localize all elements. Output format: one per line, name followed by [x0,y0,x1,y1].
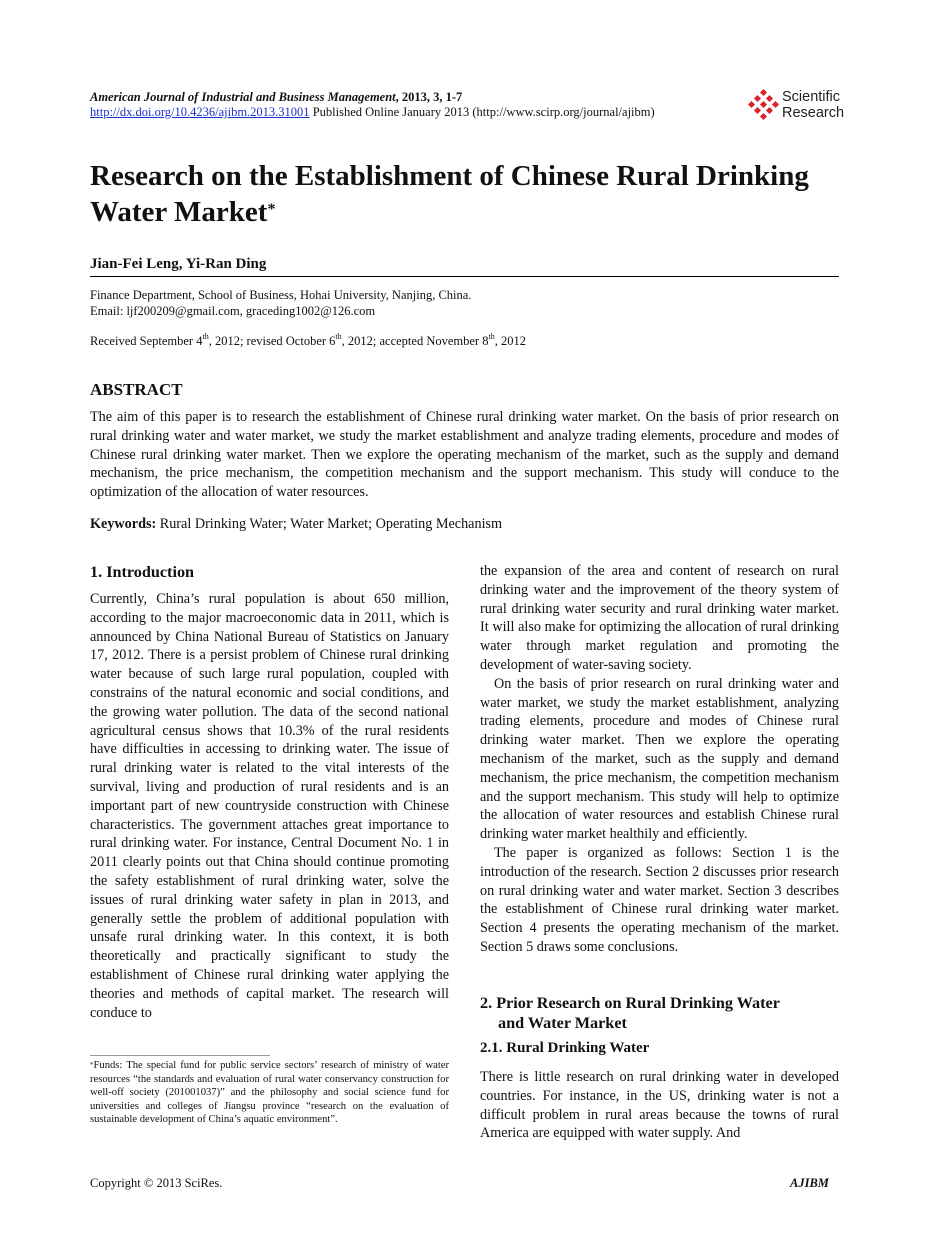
abstract-heading: ABSTRACT [90,380,183,399]
scientific-research-logo [748,89,848,125]
author-rule [90,276,839,277]
logo-text [782,89,844,121]
footnote-text: Funds: The special fund for public service sectors’ research of ministry of water resources “the standards and evaluation of rural water conservancy construction for well-off society (201001037)” and the philosophy and social science fund for universities and colleges of Jiangsu province “research on the evaluation of sustainable development of China’s aquatic environment”. [90,1060,449,1125]
organization-paragraph: The paper is organized as follows: Section 1 is the introduction of the research. Section 2 discusses prior research on rural drinking water and water market. Section 3 describes the establishment of Chinese rural drinking water market. Section 4 presents the operating mechanism of the market. Section 5 draws some conclusions. [480,844,839,955]
authors: Jian-Fei Leng, Yi-Ran Ding [90,256,267,272]
section1-body [90,590,449,1022]
footer-journal-abbr: AJIBM [790,1176,829,1190]
copyright: Copyright © 2013 SciRes. [90,1176,223,1190]
section2-heading [480,993,839,1033]
year-text: , 2012 [494,334,526,348]
section2-paragraph: There is little research on rural drinking water in developed countries. For instance, in the US, drinking water is not a difficult problem in rural areas because the towns of rural America are equipped with water supply. And [480,1069,839,1142]
journal-name: American Journal of Industrial and Business Management [90,90,396,104]
paper-title-text: Research on the Establishment of Chinese Rural Drinking Water Market [90,160,809,228]
affiliation-department: Finance Department, School of Business, Hohai University, Nanjing, China. [90,288,472,302]
keywords-text: Rural Drinking Water; Water Market; Operating Mechanism [156,516,503,532]
footnote [90,1059,449,1127]
right-column-body [480,562,839,957]
received-dates [90,334,526,349]
logo-line1: Scientific [782,89,841,105]
keywords [90,516,502,533]
revised-text: , 2012; revised October 6 [208,334,336,348]
continuation-paragraph: the expansion of the area and content of research on rural drinking water and the improvement of the theory system of rural drinking water security and rural drinking water market. It will also make for optimizing the allocation of rural drinking water through market regulation and promoting the development of water-saving society. [480,563,839,673]
published-online: Published Online January 2013 (http://www.scirp.org/journal/ajibm) [309,105,655,119]
section1-paragraph: Currently, China’s rural population is about 650 million, according to the major macroeconomic data in 2011, which is announced by China National Bureau of Statistics on January 17, 2012. There is a persist problem of Chinese rural drinking water because of such large rural population, coupled with constrains of the natural economic and social conditions, and the growing water pollution. The data of the second national agricultural census shows that 10.3% of the rural residents have difficulties in accessing to drinking water. The issue of rural drinking water is related to the vital interests of the survival, living and production of rural residents and is an important part of new countryside construction with Chinese characteristics. The government attaches great importance to rural drinking water. For instance, Central Document No. 1 in 2011 clearly points out that China should continue promoting the safety establishment of rural drinking water, solve the issues of rural drinking water safety in plan in 2013, and generally settle the problem of additional population with unsafe rural drinking water. In this context, it is both theoretically and practically significant to study the establishment of Chinese rural drinking water applying the theories and methods of capital market. The research will conduce to [90,591,449,1021]
affiliation [90,287,471,319]
accepted-text: , 2012; accepted November 8 [341,334,489,348]
scirp-diamond-logo-icon [748,89,780,123]
footnote-rule [90,1055,270,1056]
keywords-label: Keywords: [90,516,157,532]
subsection-2-1-heading: 2.1. Rural Drinking Water [480,1040,650,1056]
journal-citation [90,90,462,105]
title-footnote-marker: * [267,201,276,218]
logo-line2: Research [782,105,845,121]
section2-heading-line2: and Water Market [498,1014,627,1032]
journal-volume: , 2013, 3, 1-7 [395,90,463,104]
abstract-text: The aim of this paper is to research the establishment of Chinese rural drinking water market. On the basis of prior research on rural drinking water and water market, we study the market establishment and analyze trading elements, procedure and modes of Chinese rural drinking water market. Then we explore the operating mechanism of the market, such as the supply and demand mechanism, the price mechanism, the competition mechanism and the support mechanism. This study will conduce to the optimization of the allocation of water resources. [90,409,839,501]
doi-line [90,105,655,120]
section2-body [480,1068,839,1143]
received-sup: th [202,332,209,341]
doi-link[interactable]: http://dx.doi.org/10.4236/ajibm.2013.31001 [90,105,310,119]
section2-heading-line1: 2. Prior Research on Rural Drinking Water [480,994,780,1012]
section1-heading: 1. Introduction [90,563,195,581]
overview-paragraph: On the basis of prior research on rural drinking water and water market, we study the market establishment, analyzing trading elements, procedure and modes of Chinese rural drinking water market. Then we explore the operating mechanism of the market, such as the supply and demand mechanism, the price mechanism, the competition mechanism and the support mechanism. This study will help to optimize the allocation of water resources and establish Chinese rural drinking water market healthily and efficiently. [480,675,839,843]
accepted-sup: th [488,332,495,341]
affiliation-email: Email: ljf200209@gmail.com, graceding1002@126.com [90,304,376,318]
paper-title [90,158,850,230]
revised-sup: th [335,332,342,341]
received-text: Received September 4 [90,334,203,348]
footnote-marker: * [90,1061,94,1069]
